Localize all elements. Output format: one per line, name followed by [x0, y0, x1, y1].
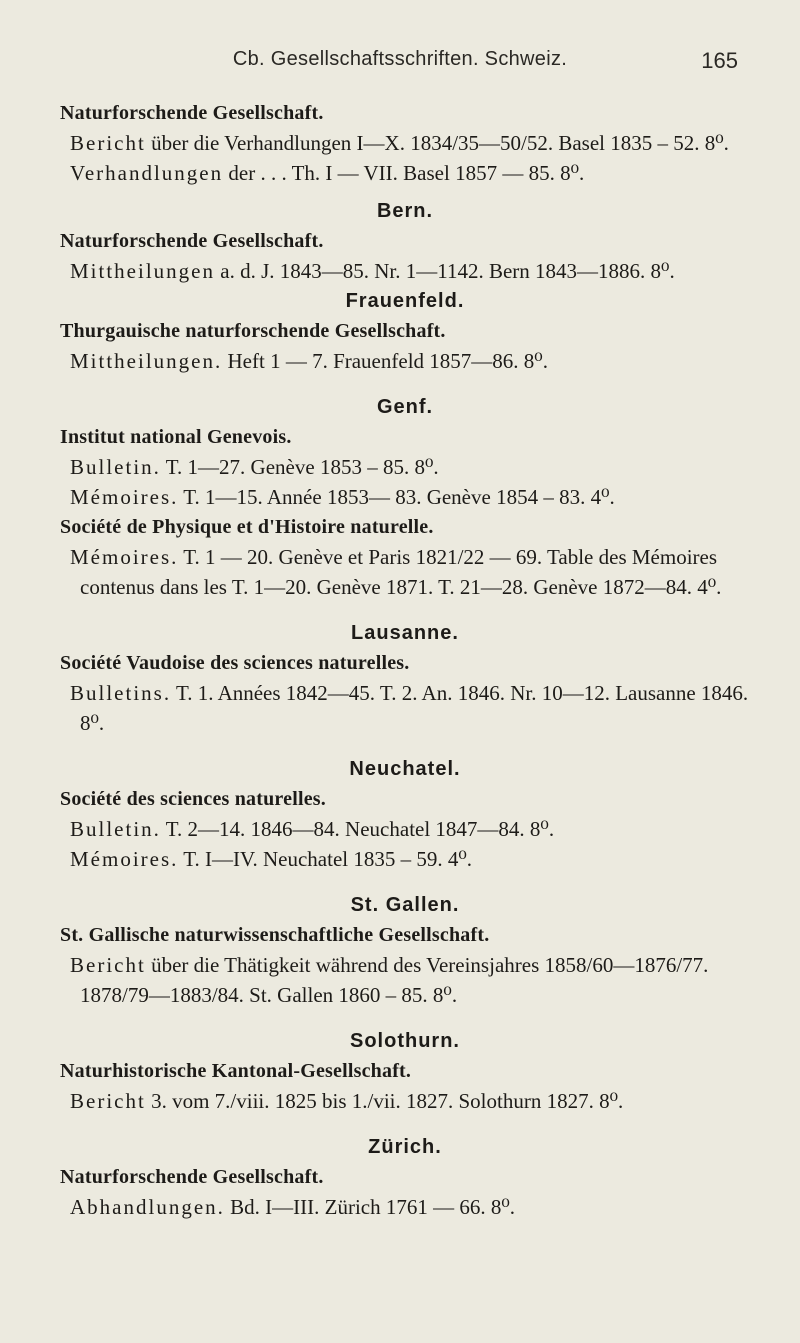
entry-keyword: Mémoires.: [70, 545, 179, 569]
city-section-st-gallen: [60, 890, 750, 1010]
entry-text: T. 2—14. 1846—84. Neuchatel 1847—84. 8⁰.: [160, 817, 555, 841]
society-name: St. Gallische naturwissenschaftliche Gesellschaft.: [60, 924, 490, 946]
city-heading: Solothurn.: [350, 1030, 460, 1052]
catalog-entry: [60, 814, 750, 844]
city-heading: Lausanne.: [351, 622, 459, 644]
society-name: Naturforschende Gesellschaft.: [60, 1166, 324, 1188]
society-name: Société Vaudoise des sciences naturelles.: [60, 652, 410, 674]
entry-keyword: Mémoires.: [70, 485, 179, 509]
catalog-entry: [60, 844, 750, 874]
city-section-bern: [60, 196, 750, 286]
catalog-entry: [60, 128, 750, 158]
society-name: Naturforschende Gesellschaft.: [60, 230, 324, 252]
city-heading: Zürich.: [368, 1136, 442, 1158]
entry-keyword: Mémoires.: [70, 847, 179, 871]
city-section-solothurn: [60, 1026, 750, 1116]
entry-keyword: Bericht: [70, 953, 146, 977]
society-name: Thurgauische naturforschende Gesellschaft.: [60, 320, 446, 342]
city-section-zurich: [60, 1132, 750, 1222]
catalog-listing: [60, 98, 750, 1222]
entry-keyword: Abhandlungen.: [70, 1195, 225, 1219]
entry-text: über die Verhandlungen I—X. 1834/35—50/52. Basel 1835 – 52. 8⁰.: [145, 131, 729, 155]
entry-keyword: Bulletin.: [70, 817, 161, 841]
running-head: [0, 48, 800, 78]
entry-text: der . . . Th. I — VII. Basel 1857 — 85. 8⁰.: [223, 161, 585, 185]
page-number: 165: [701, 48, 738, 73]
catalog-entry: [60, 1086, 750, 1116]
entry-text: Heft 1 — 7. Frauenfeld 1857—86. 8⁰.: [222, 349, 548, 373]
catalog-entry: [60, 482, 750, 512]
society-name: Société de Physique et d'Histoire naturelle.: [60, 516, 434, 538]
entry-text: T. 1—27. Genève 1853 – 85. 8⁰.: [160, 455, 439, 479]
entry-keyword: Bericht: [70, 131, 146, 155]
catalog-entry: [60, 452, 750, 482]
catalog-entry: [60, 346, 750, 376]
entry-text: T. 1 — 20. Genève et Paris 1821/22 — 69. Table des Mémoires contenus dans les T. 1—20. Genève 1871. T. 21—28. Genève 1872—84. 4⁰.: [80, 545, 722, 599]
catalog-entry: [60, 542, 750, 602]
society-name: Naturhistorische Kantonal-Gesellschaft.: [60, 1060, 412, 1082]
entry-text: Bd. I—III. Zürich 1761 — 66. 8⁰.: [224, 1195, 516, 1219]
society-name: Naturforschende Gesellschaft.: [60, 102, 324, 124]
catalog-entry: [60, 1192, 750, 1222]
entry-text: T. 1. Années 1842—45. T. 2. An. 1846. Nr. 10—12. Lausanne 1846. 8⁰.: [80, 681, 749, 735]
entry-keyword: Bulletins.: [70, 681, 172, 705]
catalog-entry: [60, 256, 750, 286]
entry-text: über die Thätigkeit während des Vereinsjahres 1858/60—1876/77. 1878/79—1883/84. St. Gallen 1860 – 85. 8⁰.: [80, 953, 709, 1007]
catalog-entry: [60, 678, 750, 738]
city-section-frauenfeld: [60, 286, 750, 376]
entry-text: 3. vom 7./viii. 1825 bis 1./vii. 1827. Solothurn 1827. 8⁰.: [145, 1089, 624, 1113]
entry-keyword: Bericht: [70, 1089, 146, 1113]
entry-keyword: Bulletin.: [70, 455, 161, 479]
catalog-entry: [60, 158, 750, 188]
society-name: Institut national Genevois.: [60, 426, 292, 448]
society-name: Société des sciences naturelles.: [60, 788, 326, 810]
entry-text: T. 1—15. Année 1853— 83. Genève 1854 – 83. 4⁰.: [178, 485, 615, 509]
entry-text: a. d. J. 1843—85. Nr. 1—1142. Bern 1843—1886. 8⁰.: [215, 259, 675, 283]
running-title: Cb. Gesellschaftsschriften. Schweiz.: [232, 48, 568, 70]
entry-text: T. I—IV. Neuchatel 1835 – 59. 4⁰.: [178, 847, 473, 871]
city-heading: Frauenfeld.: [345, 290, 465, 312]
catalog-entry: [60, 950, 750, 1010]
entry-keyword: Mittheilungen: [70, 259, 215, 283]
entry-keyword: Mittheilungen.: [70, 349, 223, 373]
city-section-neuchatel: [60, 754, 750, 874]
city-heading: Neuchatel.: [349, 758, 461, 780]
city-heading: Genf.: [376, 396, 434, 418]
city-heading: St. Gallen.: [350, 894, 460, 916]
city-heading: Bern.: [376, 200, 434, 222]
city-section-genf: [60, 392, 750, 602]
city-section-basel: [60, 98, 750, 188]
city-section-lausanne: [60, 618, 750, 738]
entry-keyword: Verhandlungen: [70, 161, 224, 185]
